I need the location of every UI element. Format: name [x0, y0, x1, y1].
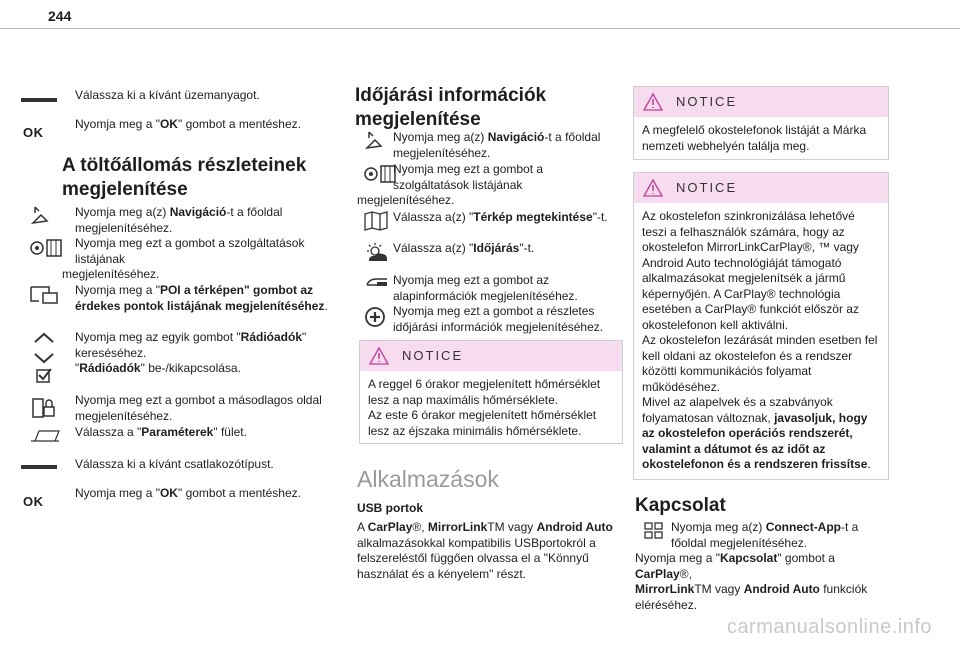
ok-icon: OK — [23, 494, 44, 509]
notice-header: NOTICE — [634, 87, 888, 117]
services-step: Nyomja meg ezt a gombot a szolgáltatások listájának megjelenítéséhez. — [75, 236, 345, 283]
basic-info-icon — [355, 273, 395, 301]
settings-lock-icon — [21, 393, 61, 421]
notice-header: NOTICE — [360, 341, 622, 371]
weather-select-step: Válassza a(z) "Időjárás"-t. — [357, 241, 619, 269]
navigation-icon — [21, 205, 61, 233]
ok-save-step-1: OK Nyomja meg a "OK" gombot a mentéshez. — [75, 117, 345, 145]
connector-step: Válassza ki a kívánt csatlakozótípust. — [75, 457, 345, 485]
temperature-notice: NOTICE A reggel 6 órakor megjelenített hőmérséklet lesz a nap maximális hőmérséklete. Az este 6 órakor megjelenített hőmérséklet lesz az éjszaka minimális hőmérséklete. — [359, 340, 623, 444]
warning-icon — [642, 178, 664, 198]
map-icon — [355, 210, 395, 238]
params-step: Válassza a "Paraméterek" fület. — [75, 425, 345, 453]
notice-header: NOTICE — [634, 173, 888, 203]
tab-icon — [21, 425, 61, 453]
section-heading: A töltőállomás részleteinek megjelenítése — [62, 155, 307, 200]
plus-circle-icon — [355, 304, 395, 332]
usb-heading: USB portok — [357, 501, 423, 515]
station-icons — [21, 330, 61, 392]
poi-map-icon — [21, 283, 61, 311]
watermark: carmanualsonline.info — [726, 616, 932, 638]
chevron-down-icon — [35, 354, 53, 362]
map-view-step: Válassza a(z) "Térkép megtekintése"-t. — [357, 210, 619, 238]
connect-app-step: Nyomja meg a(z) Connect-App-t a főoldal megjelenítéséhez. — [635, 520, 885, 551]
services-icon — [21, 236, 61, 264]
warning-icon — [642, 92, 664, 112]
connection-heading: Kapcsolat — [635, 495, 726, 516]
services-icon — [355, 162, 395, 190]
compatible-phones-notice: NOTICE A megfelelő okostelefonok listáját a Márka nemzeti webhelyén találja meg. — [633, 86, 889, 160]
nav-step: Nyomja meg a(z) Navigáció-t a főoldal megjelenítéséhez. — [75, 205, 345, 236]
bar-icon — [12, 457, 58, 485]
warning-icon — [368, 346, 390, 366]
weather-heading: Időjárási információk megjelenítése — [355, 85, 547, 130]
secondary-step: Nyomja meg ezt a gombot a másodlagos oldal megjelenítéséhez. — [75, 393, 345, 424]
ok-icon: OK — [23, 125, 44, 140]
chevron-up-icon — [35, 334, 53, 342]
sync-notice: NOTICE Az okostelefon szinkronizálása lehetővé teszi a felhasználók számára, hogy az okostelefon MirrorLinkCarPlay®, ™ vagy Android Auto technológiáját támogató alkalmazásokat megjelenítsék a jármű képernyőjén. A CarPlay® technológia esetében a CarPlay® funkciót először az okostelefonon kell aktiválni. Az okostelefon lezárását minden esetben fel kell oldani az okostelefon és a rendszer közötti kommunikációs folyamat működéséhez. Mivel az alapelvek és a szabványok folyamatosan változnak, javasoljuk, hogy az okostelefon operációs rendszerét, valamint a dátumot és az időt az okostelefonon és a rendszeren frissítse. — [633, 172, 889, 480]
detailed-info-step: Nyomja meg ezt a gombot a részletes időjárási információk megjelenítéséhez. — [357, 304, 619, 335]
kapcsolat-text: Nyomja meg a "Kapcsolat" gombot a CarPlay®, MirrorLinkTM vagy Android Auto funkciók eléréséhez. — [635, 551, 868, 612]
weather-services-step: Nyomja meg ezt a gombot a szolgáltatások listájának megjelenítéséhez. — [357, 162, 544, 207]
stations-step: Nyomja meg az egyik gombot "Rádióadók" kereséséhez. "Rádióadók" be-/kikapcsolása. — [75, 330, 345, 392]
usb-text: A CarPlay®, MirrorLinkTM vagy Android Auto alkalmazásokkal kompatibilis USBportokról a felszereléstől függően olvassa el a "Könnyű használat és a kényelem" részt. — [357, 520, 613, 581]
navigation-icon — [355, 130, 395, 158]
page-number: 244 — [48, 8, 72, 24]
basic-info-step: Nyomja meg ezt a gombot az alapinformációk megjelenítéséhez. — [357, 273, 619, 304]
apps-heading: Alkalmazások — [357, 466, 499, 492]
fuel-select-step: Válassza ki a kívánt üzemanyagot. — [75, 88, 345, 116]
connect-app-icon — [635, 520, 675, 548]
poi-step: Nyomja meg a "POI a térképen" gombot az érdekes pontok listájának megjelenítéséhez. — [75, 283, 345, 314]
ok-save-step-2: OK Nyomja meg a "OK" gombot a mentéshez. — [75, 486, 345, 514]
weather-nav-step: Nyomja meg a(z) Navigáció-t a főoldal megjelenítéséhez. — [357, 130, 619, 161]
header-rule — [0, 28, 960, 29]
bar-icon — [12, 88, 58, 116]
weather-icon — [355, 241, 395, 269]
